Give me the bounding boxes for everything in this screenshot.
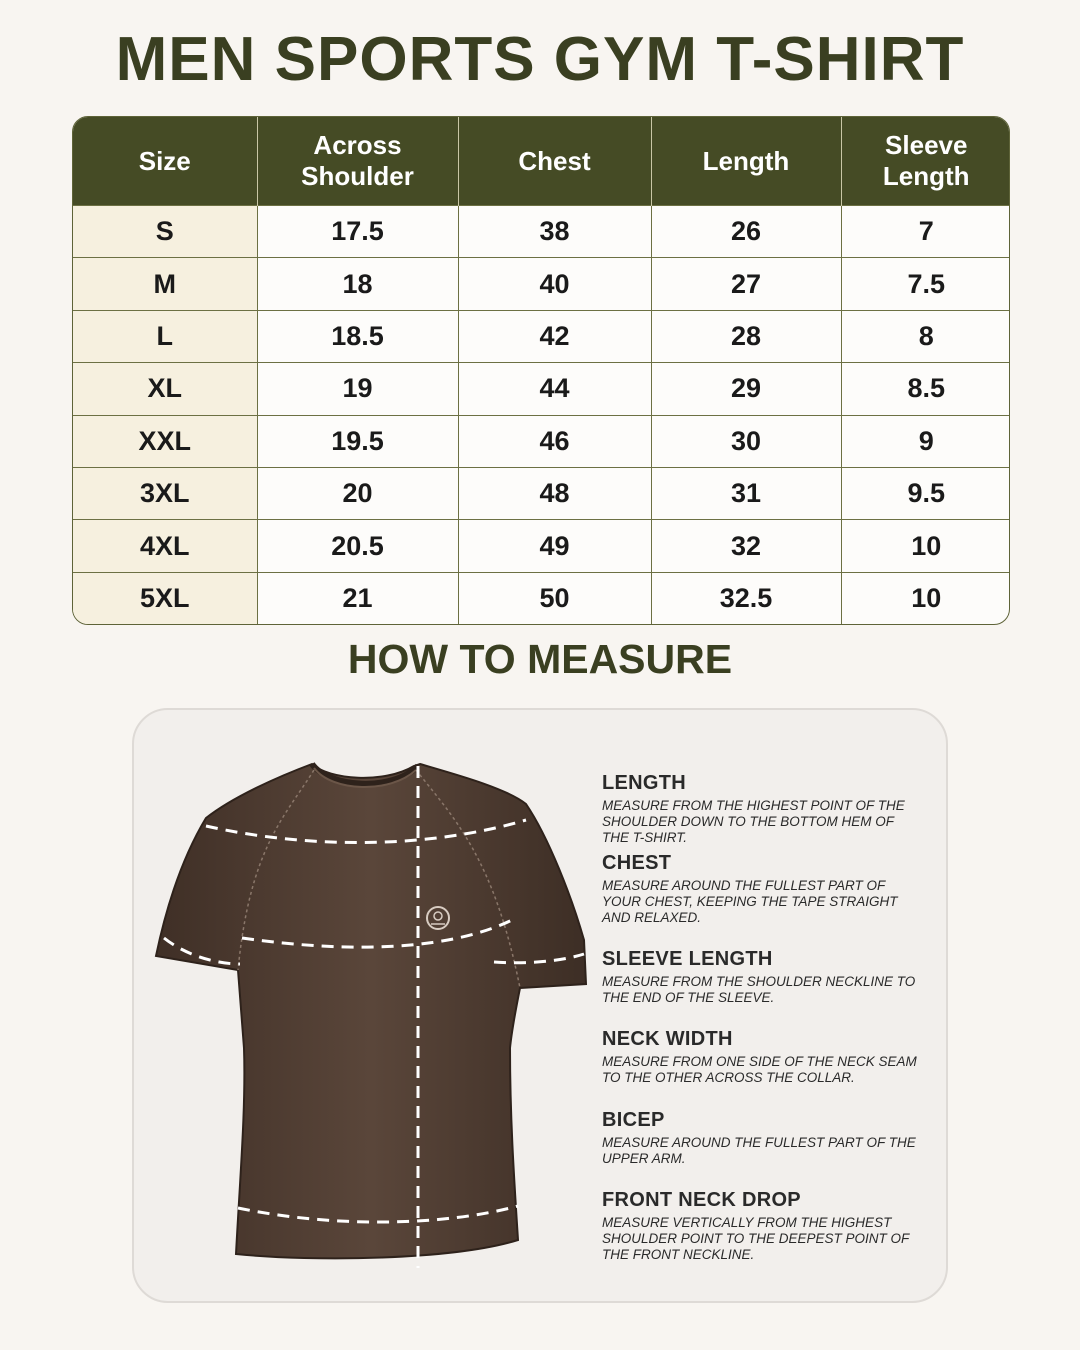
guide-neck-width: NECK WIDTH MEASURE FROM ONE SIDE OF THE NECK SEAM TO THE OTHER ACROSS THE COLLAR. — [602, 1028, 917, 1085]
table-row — [73, 310, 1010, 362]
cell-across-shoulder: 20.5 — [257, 520, 458, 572]
measure-guide-card — [132, 708, 948, 1303]
guide-chest: CHEST MEASURE AROUND THE FULLEST PART OF YOUR CHEST, KEEPING THE TAPE STRAIGHT AND RELAXED. — [602, 852, 898, 925]
cell-across-shoulder: 19.5 — [257, 415, 458, 467]
page-title: MEN SPORTS GYM T-SHIRT — [115, 25, 965, 94]
cell-chest: 46 — [458, 415, 651, 467]
cell-length: 28 — [651, 310, 841, 362]
cell-size: XXL — [73, 415, 257, 467]
cell-size: XL — [73, 363, 257, 415]
guide-length: LENGTH MEASURE FROM THE HIGHEST POINT OF THE SHOULDER DOWN TO THE BOTTOM HEM OF THE T-SHIRT. — [602, 772, 905, 845]
table-row — [73, 363, 1010, 415]
cell-length: 27 — [651, 258, 841, 310]
cell-chest: 48 — [458, 468, 651, 520]
table-header-row — [73, 117, 1010, 206]
guide-bicep: BICEP MEASURE AROUND THE FULLEST PART OF THE UPPER ARM. — [602, 1109, 916, 1166]
cell-across-shoulder: 17.5 — [257, 206, 458, 258]
header-sleeve-length: Sleeve Length — [841, 117, 1010, 206]
cell-length: 29 — [651, 363, 841, 415]
cell-chest: 42 — [458, 310, 651, 362]
header-across-shoulder: Across Shoulder — [257, 117, 458, 206]
cell-sleeve-length: 9 — [841, 415, 1010, 467]
table-row — [73, 258, 1010, 310]
cell-across-shoulder: 18.5 — [257, 310, 458, 362]
cell-chest: 40 — [458, 258, 651, 310]
header-chest: Chest — [458, 117, 651, 206]
cell-sleeve-length: 10 — [841, 572, 1010, 624]
cell-sleeve-length: 7 — [841, 206, 1010, 258]
table-row — [73, 468, 1010, 520]
cell-chest: 49 — [458, 520, 651, 572]
cell-length: 32.5 — [651, 572, 841, 624]
header-size: Size — [73, 117, 257, 206]
cell-length: 31 — [651, 468, 841, 520]
cell-length: 26 — [651, 206, 841, 258]
cell-sleeve-length: 7.5 — [841, 258, 1010, 310]
cell-chest: 44 — [458, 363, 651, 415]
table-row — [73, 572, 1010, 624]
guide-sleeve-length: SLEEVE LENGTH MEASURE FROM THE SHOULDER NECKLINE TO THE END OF THE SLEEVE. — [602, 948, 916, 1005]
header-length: Length — [651, 117, 841, 206]
cell-sleeve-length: 8 — [841, 310, 1010, 362]
cell-size: M — [73, 258, 257, 310]
cell-across-shoulder: 19 — [257, 363, 458, 415]
cell-across-shoulder: 21 — [257, 572, 458, 624]
t-shirt-image — [154, 758, 594, 1278]
cell-size: S — [73, 206, 257, 258]
cell-length: 30 — [651, 415, 841, 467]
cell-sleeve-length: 9.5 — [841, 468, 1010, 520]
cell-sleeve-length: 10 — [841, 520, 1010, 572]
how-to-measure-heading: HOW TO MEASURE — [347, 636, 733, 682]
cell-size: 4XL — [73, 520, 257, 572]
cell-across-shoulder: 18 — [257, 258, 458, 310]
table-row — [73, 206, 1010, 258]
cell-size: L — [73, 310, 257, 362]
table-row — [73, 520, 1010, 572]
cell-length: 32 — [651, 520, 841, 572]
cell-sleeve-length: 8.5 — [841, 363, 1010, 415]
table-row — [73, 415, 1010, 467]
cell-chest: 38 — [458, 206, 651, 258]
cell-chest: 50 — [458, 572, 651, 624]
cell-size: 5XL — [73, 572, 257, 624]
guide-front-neck-drop: FRONT NECK DROP MEASURE VERTICALLY FROM THE HIGHEST SHOULDER POINT TO THE DEEPEST POINT OF THE FRONT NECKLINE. — [602, 1189, 910, 1262]
cell-across-shoulder: 20 — [257, 468, 458, 520]
size-chart-table — [72, 116, 1010, 625]
cell-size: 3XL — [73, 468, 257, 520]
